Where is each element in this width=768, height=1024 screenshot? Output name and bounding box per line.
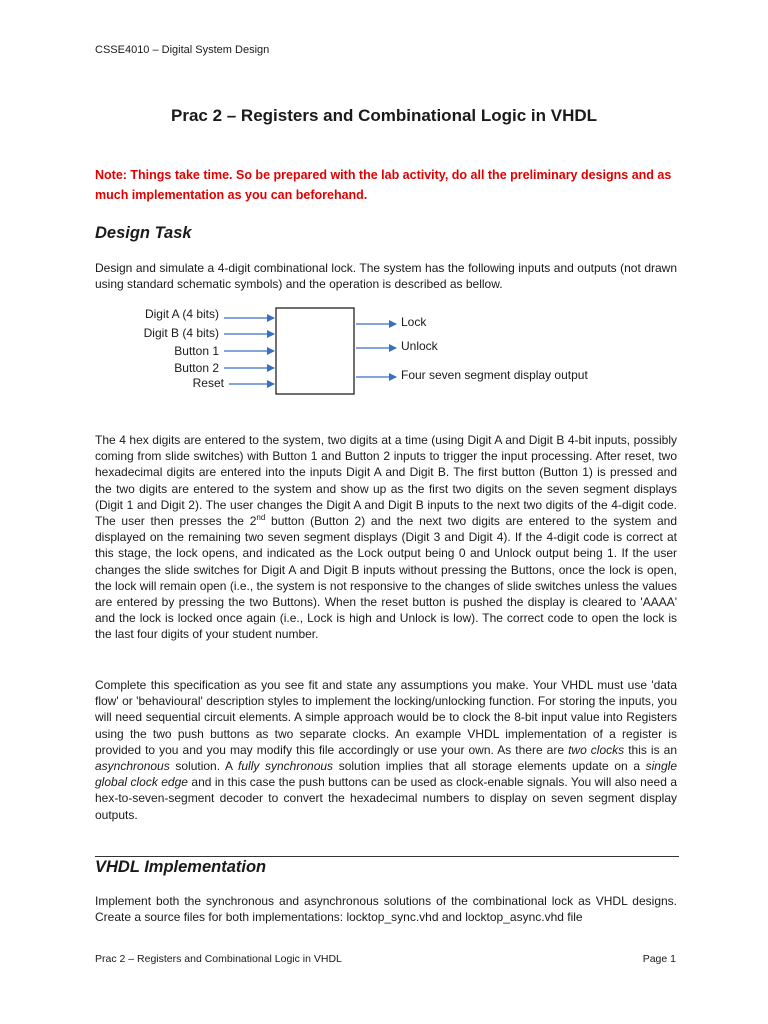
spec-text-4: solution implies that all storage elements update on a xyxy=(333,759,646,774)
lock-block-diagram xyxy=(0,300,768,410)
vhdl-implementation-text: Implement both the synchronous and asynchronous solutions of the combinational lock as VHDL designs. Create a source files for both implementations: locktop_sync.vhd and locktop_async.vhd file xyxy=(95,894,677,925)
spec-text-3: solution. A xyxy=(169,759,239,774)
input-label-digit-a: Digit A (4 bits) xyxy=(144,307,219,321)
section-divider xyxy=(95,856,679,857)
spec-italic-two-clocks: two clocks xyxy=(568,742,625,757)
operation-text-2: button (Button 2) and the next two digits are entered to the system and displayed on the remaining two seven segment displays (Digit 3 and Digit 4). If the 4-digit code is correct at this stage, the lock opens, and indicated as the Lock output being 0 and Unlock output being 1. If the user changes the slide switches for Digit A and Digit B inputs without pressing the Buttons, once the lock is open, the lock will remain open (i.e., the system is not responsive to the changes of slide switches unless the values are entered by pressing the two Buttons). When the reset button is pushed the display is cleared to 'AAAA' and the lock is locked once again (i.e., Lock is high and Unlock is low). The correct code to open the lock is the last four digits of your student number. xyxy=(95,514,678,642)
vhdl-implementation-heading: VHDL Implementation xyxy=(95,858,267,876)
spec-text-5: and in this case the push buttons can be used as clock-enable signals. You will also need a hex-to-seven-segment decoder to convert the hexadecimal numbers to display on seven segment display outputs. xyxy=(95,775,677,822)
output-label-unlock: Unlock xyxy=(401,339,438,353)
footer-page-number: Page 1 xyxy=(642,953,676,965)
input-label-button-2: Button 2 xyxy=(174,361,219,375)
page-title: Prac 2 – Registers and Combinational Logic in VHDL xyxy=(170,106,598,125)
page-header: CSSE4010 – Digital System Design xyxy=(95,44,270,56)
footer-title: Prac 2 – Registers and Combinational Logic in VHDL xyxy=(95,953,342,965)
output-label-lock: Lock xyxy=(401,315,427,329)
spec-text-1: Complete this specification as you see fit and state any assumptions you make. Your VHDL must use 'data flow' or 'behavioural' description styles to implement the locking/unlocking function. For storing the inputs, you will need sequential circuit elements. A simple approach would be to clock the 8-bit input value into Registers using the two push buttons as two separate clocks. An example VHDL implementation of a register is provided to you and you may modify this file accordingly or use your own. As there are xyxy=(95,678,677,757)
output-label-display: Four seven segment display output xyxy=(401,368,588,382)
input-label-reset: Reset xyxy=(192,376,224,390)
specification-paragraph xyxy=(95,677,677,823)
spec-italic-single-clock-edge: single global clock edge xyxy=(95,759,677,790)
lock-system-box xyxy=(276,308,354,394)
input-label-button-1: Button 1 xyxy=(174,344,219,358)
spec-text-2: this is an xyxy=(624,742,677,757)
note-text: Note: Things take time. So be prepared with the lab activity, do all the preliminary designs and as much implementation as you can beforehand. xyxy=(95,168,672,202)
design-task-heading: Design Task xyxy=(95,224,192,242)
operation-paragraph xyxy=(95,432,677,643)
spec-italic-asynchronous: asynchronous xyxy=(95,759,170,774)
design-task-intro: Design and simulate a 4-digit combinational lock. The system has the following inputs and outputs (not drawn using standard schematic symbols) and the operation is described as bellow. xyxy=(95,261,677,292)
spec-italic-fully-synchronous: fully synchronous xyxy=(238,759,334,774)
operation-text-1: The 4 hex digits are entered to the system, two digits at a time (using Digit A and Digit B 4-bit inputs, possibly coming from slide switches) with Button 1 and Button 2 inputs to trigger the input processing. After reset, two hexadecimal digits are entered into the inputs Digit A and Digit B. The first button (Button 1) is pressed and the two digits are entered to the system and show up as the first two digits on the seven segment displays (Digit 1 and Digit 2). The user changes the Digit A and Digit B inputs to the next two digits of the 4-digit code. The user then presses the 2 xyxy=(95,433,677,529)
input-label-digit-b: Digit B (4 bits) xyxy=(143,326,219,340)
ordinal-superscript: nd xyxy=(256,513,266,523)
